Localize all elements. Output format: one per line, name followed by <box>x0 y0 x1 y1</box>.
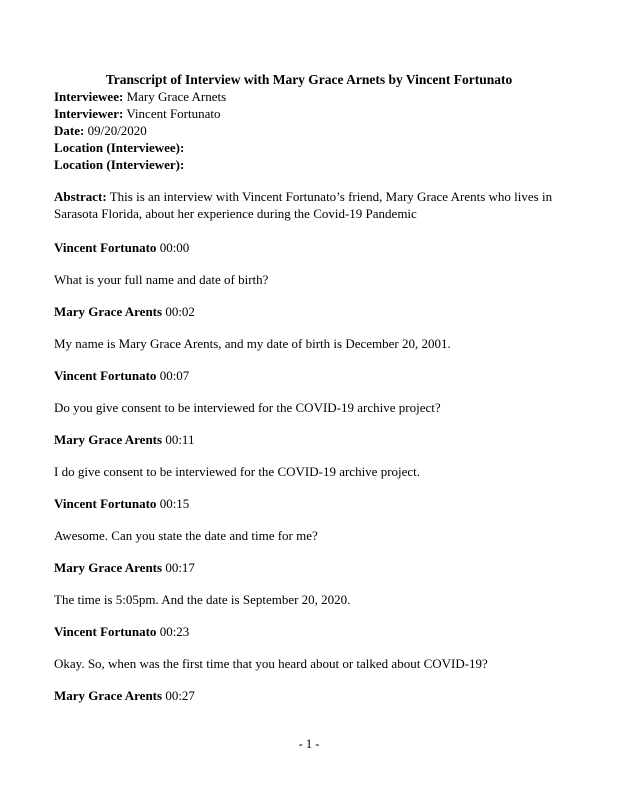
dialogue-block <box>54 240 564 704</box>
speaker-line <box>54 496 564 512</box>
utterance-line: What is your full name and date of birth? <box>54 272 269 287</box>
abstract-paragraph <box>54 188 559 222</box>
date-label: Date: <box>54 123 85 138</box>
speaker-name: Vincent Fortunato <box>54 240 157 255</box>
abstract-text: This is an interview with Vincent Fortunato’s friend, Mary Grace Arents who lives in Sarasota Florida, about her experience during the Covid-19 Pandemic <box>54 189 553 221</box>
utterance-line: My name is Mary Grace Arents, and my date of birth is December 20, 2001. <box>54 336 451 351</box>
speaker-timestamp: 00:15 <box>159 496 190 511</box>
utterance-line: I do give consent to be interviewed for the COVID-19 archive project. <box>54 464 421 479</box>
speaker-line <box>54 432 564 448</box>
speaker-timestamp: 00:11 <box>165 432 195 447</box>
metadata-block <box>54 88 564 173</box>
speaker-line <box>54 368 564 384</box>
interviewee-value: Mary Grace Arnets <box>126 89 227 104</box>
speaker-timestamp: 00:27 <box>165 688 195 703</box>
page-number-footer: - 1 - <box>298 737 320 751</box>
meta-line-interviewer <box>54 105 564 122</box>
speaker-name: Vincent Fortunato <box>54 368 157 383</box>
location-interviewee-label: Location (Interviewee): <box>54 140 185 155</box>
interviewer-label: Interviewer: <box>54 106 124 121</box>
speaker-line <box>54 560 564 576</box>
document-content <box>54 71 564 720</box>
utterance-line: Do you give consent to be interviewed for the COVID-19 archive project? <box>54 400 441 415</box>
speaker-timestamp: 00:17 <box>165 560 195 575</box>
speaker-timestamp: 00:00 <box>159 240 190 255</box>
speaker-line <box>54 624 564 640</box>
utterance-line: Okay. So, when was the first time that you heard about or talked about COVID-19? <box>54 656 488 671</box>
document-title: Transcript of Interview with Mary Grace Arnets by Vincent Fortunato <box>105 72 513 87</box>
utterance-line: The time is 5:05pm. And the date is September 20, 2020. <box>54 592 351 607</box>
speaker-name: Mary Grace Arents <box>54 304 163 319</box>
speaker-line <box>54 688 564 704</box>
speaker-timestamp: 00:07 <box>159 368 190 383</box>
abstract-label: Abstract: <box>54 189 107 204</box>
speaker-line <box>54 304 564 320</box>
date-value: 09/20/2020 <box>87 123 147 138</box>
speaker-name: Vincent Fortunato <box>54 496 157 511</box>
interviewee-label: Interviewee: <box>54 89 124 104</box>
meta-line-date <box>54 122 564 139</box>
location-interviewer-label: Location (Interviewer): <box>54 157 185 172</box>
speaker-timestamp: 00:02 <box>165 304 195 319</box>
speaker-name: Mary Grace Arents <box>54 432 163 447</box>
interviewer-value: Vincent Fortunato <box>126 106 221 121</box>
speaker-name: Vincent Fortunato <box>54 624 157 639</box>
utterance-line: Awesome. Can you state the date and time for me? <box>54 528 318 543</box>
speaker-timestamp: 00:23 <box>159 624 190 639</box>
speaker-name: Mary Grace Arents <box>54 688 163 703</box>
meta-line-location-interviewee <box>54 139 564 156</box>
speaker-line <box>54 240 564 256</box>
speaker-name: Mary Grace Arents <box>54 560 163 575</box>
meta-line-interviewee <box>54 88 564 105</box>
meta-line-location-interviewer <box>54 156 564 173</box>
